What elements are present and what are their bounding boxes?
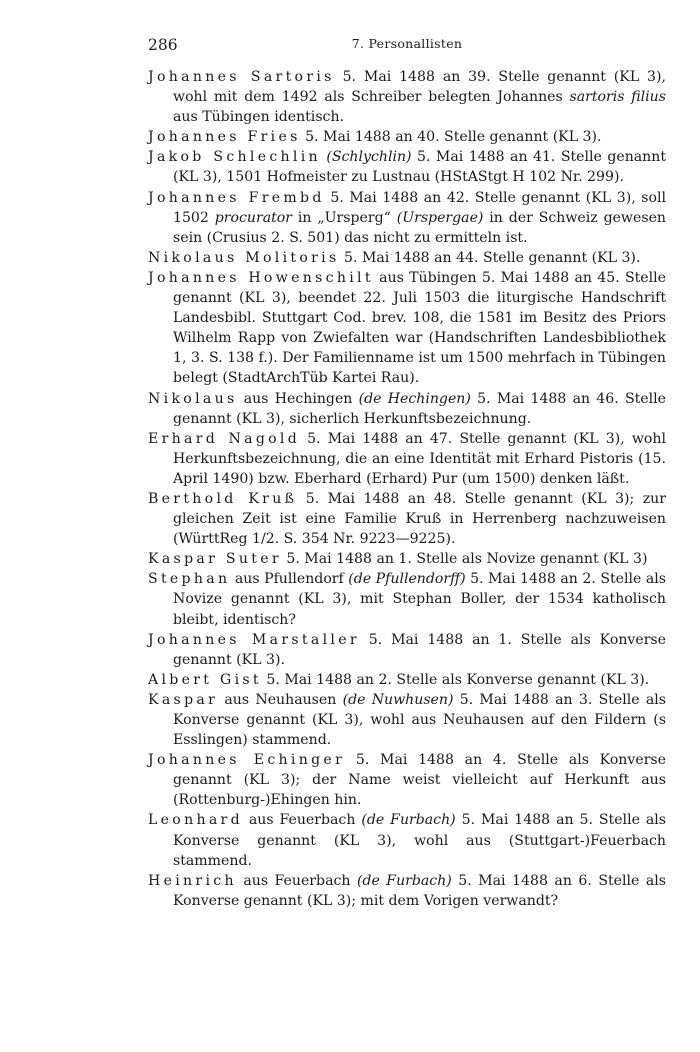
latin-form: (de Furbach) <box>361 812 456 829</box>
person-name: Nikolaus <box>148 390 238 407</box>
person-name: Albert Gist <box>148 671 262 688</box>
person-name: Kaspar <box>148 691 219 708</box>
person-name: Nikolaus Molitoris <box>148 249 340 266</box>
list-entry <box>148 389 666 429</box>
entry-text: 5. Mai 1488 an 46. Stelle genannt (KL 3), sicherlich Herkunftsbezeichnung. <box>173 390 666 427</box>
list-entry <box>148 67 666 127</box>
running-head: 7. Personallisten <box>351 36 463 51</box>
entry-text: 5. Mai 1488 an 3. Stelle als Konverse genannt (KL 3), wohl aus Neuhausen auf den Fildern (s Esslingen) stammend. <box>173 691 666 749</box>
entry-text: 5. Mai 1488 an 44. Stelle genannt (KL 3). <box>339 249 641 266</box>
entry-text: aus Tübingen 5. Mai 1488 an 45. Stelle genannt (KL 3), beendet 22. Juli 1503 die liturgische Handschrift Landesbibl. Stuttgart Cod. brev. 108, die 1581 im Besitz des Priors Wilhelm Rapp von Zwiefalten war (Handschriften Landesbibliothek 1, 3. S. 138 f.). Der Familienname ist um 1500 mehrfach in Tübingen belegt (StadtArchTüb Kartei Rau). <box>173 269 667 387</box>
latin-form: (de Pfullendorff) <box>348 571 466 588</box>
entry-text: 5. Mai 1488 an 1. Stelle als Novize genannt (KL 3) <box>281 551 648 568</box>
list-entry <box>148 188 666 248</box>
person-name: Heinrich <box>148 872 237 889</box>
latin-form: (de Nuwhusen) <box>342 691 454 708</box>
entry-text: 5. Mai 1488 an 39. Stelle genannt (KL 3), wohl mit dem 1492 als Schreiber belegten Johannes <box>173 69 666 106</box>
entry-text: in „Ursperg“ <box>292 209 397 226</box>
entry-text: aus Feuerbach <box>242 812 362 829</box>
entry-text: 5. Mai 1488 an 2. Stelle als Novize genannt (KL 3), mit Stephan Boller, der 1534 katholisch bleibt, identisch? <box>173 571 667 628</box>
latin-form: (de Hechingen) <box>358 390 471 407</box>
entry-text: aus Tübingen identisch. <box>173 109 344 126</box>
entry-text: 5. Mai 1488 an 41. Stelle genannt (KL 3), 1501 Hofmeister zu Lustnau (HStAStgt H 102 Nr. 299). <box>173 149 666 186</box>
list-entry <box>148 549 666 569</box>
list-entry <box>148 670 666 690</box>
person-name: Berthold Kruß <box>148 490 298 507</box>
entry-text: 5. Mai 1488 an 4. Stelle als Konverse genannt (KL 3); der Name weist vielleicht auf Herkunft aus (Rottenburg-)Ehingen hin. <box>173 752 667 809</box>
person-name: Kaspar Suter <box>148 551 282 568</box>
list-entry <box>148 489 666 549</box>
entry-text: 5. Mai 1488 an 42. Stelle genannt (KL 3), soll 1502 <box>173 189 667 226</box>
person-name: Johannes Howenschilt <box>148 269 374 286</box>
list-entry <box>148 127 666 147</box>
person-name: Stephan <box>148 571 231 588</box>
entry-text: aus Hechingen <box>237 390 359 407</box>
person-name: Leonhard <box>148 812 243 829</box>
entry-text: 5. Mai 1488 an 40. Stelle genannt (KL 3). <box>300 129 602 146</box>
list-entry <box>148 871 666 911</box>
list-entry <box>148 810 666 870</box>
entry-text: 5. Mai 1488 an 2. Stelle als Konverse genannt (KL 3). <box>261 671 650 688</box>
list-entry <box>148 690 666 750</box>
page-number: 286 <box>148 36 178 54</box>
list-entry <box>148 268 666 389</box>
entry-text: aus Neuhausen <box>218 691 343 708</box>
entry-text: in der Schweiz gewesen sein (Crusius 2. S. 501) das nicht zu ermitteln ist. <box>173 209 666 246</box>
list-entry <box>148 248 666 268</box>
person-name: Johannes Marstaller <box>148 631 360 648</box>
list-entry <box>148 630 666 670</box>
latin-form: (Schlychlin) <box>326 149 412 166</box>
entry-text: aus Feuerbach <box>236 872 357 889</box>
entry-text: 5. Mai 1488 an 1. Stelle als Konverse genannt (KL 3). <box>173 631 667 668</box>
person-name: Johannes Frembd <box>148 189 325 206</box>
list-entry <box>148 569 666 629</box>
latin-form: (de Furbach) <box>356 872 452 889</box>
list-entry <box>148 147 666 187</box>
latin-form: procurator <box>214 209 292 226</box>
entry-text: 5. Mai 1488 an 5. Stelle als Konverse genannt (KL 3), wohl aus (Stuttgart-)Feuerbach stammend. <box>173 812 666 869</box>
latin-form: (Urspergae) <box>396 209 484 226</box>
person-name: Johannes Sartoris <box>148 69 335 85</box>
list-entry <box>148 429 666 489</box>
entry-text: aus Pfullendorf <box>230 571 349 588</box>
list-entry <box>148 750 666 810</box>
entry-text: 5. Mai 1488 an 6. Stelle als Konverse genannt (KL 3); mit dem Vorigen verwandt? <box>173 872 666 909</box>
entry-text: 5. Mai 1488 an 48. Stelle genannt (KL 3); zur gleichen Zeit ist eine Familie Kruß in Herrenberg nachzuweisen (WürttReg 1/2. S. 354 Nr. 9223—9225). <box>173 490 666 548</box>
person-name: Johannes Echinger <box>148 752 346 769</box>
person-name: Erhard Nagold <box>148 430 301 447</box>
entry-list <box>148 67 666 911</box>
person-name: Jakob Schlechlin <box>148 149 321 166</box>
latin-form: sartoris filius <box>569 89 666 106</box>
person-name: Johannes Fries <box>148 129 301 146</box>
entry-text: 5. Mai 1488 an 47. Stelle genannt (KL 3), wohl Herkunftsbezeichnung, die an eine Identität mit Erhard Pistoris (15. April 1490) bzw. Eberhard (Erhard) Pur (um 1500) denken läßt. <box>173 430 666 487</box>
